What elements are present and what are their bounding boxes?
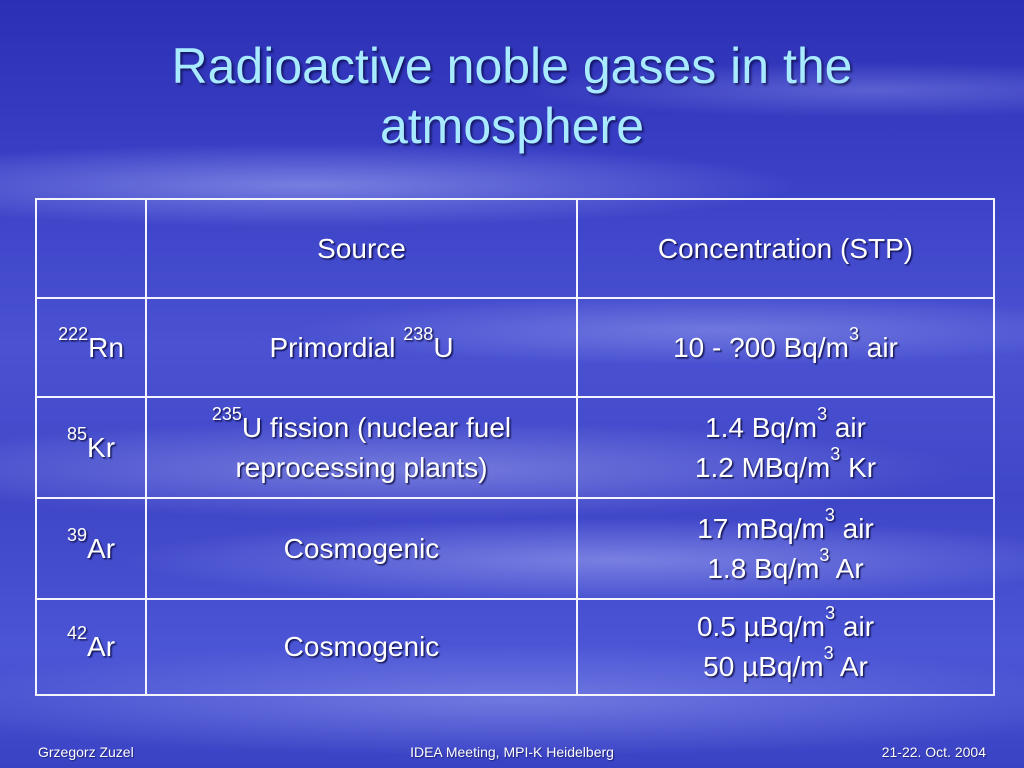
unit-exponent: 3 [824, 504, 835, 525]
mass-number: 42 [66, 623, 88, 643]
source-cell [146, 397, 577, 498]
source-line-1 [153, 403, 570, 448]
mass-number: 85 [66, 423, 88, 444]
concentration-line-2 [584, 643, 987, 687]
concentration-medium: air [858, 331, 898, 363]
source-cell [146, 298, 577, 397]
title-line-2: atmosphere [379, 98, 645, 154]
isotope-cell [36, 298, 146, 397]
source-text: U fission (nuclear fuel [241, 411, 512, 443]
concentration-value: 1.4 Bq/m [705, 411, 818, 443]
footer-date: 21-22. Oct. 2004 [881, 744, 986, 760]
table-row [36, 397, 994, 498]
concentration-line-1 [584, 403, 987, 448]
source-text: Primordial [269, 331, 404, 363]
mass-number: 235 [211, 403, 242, 424]
concentration-medium: air [834, 512, 874, 544]
header-source: Source [146, 199, 577, 298]
concentration-line-1 [584, 603, 987, 647]
table-header-row [36, 199, 994, 298]
unit-exponent: 3 [823, 643, 834, 663]
concentration-medium: air [827, 411, 866, 443]
concentration-line-2 [584, 443, 987, 488]
unit-exponent: 3 [830, 443, 841, 464]
table-row [36, 298, 994, 397]
footer-author: Grzegorz Zuzel [38, 744, 134, 760]
header-concentration: Concentration (STP) [577, 199, 994, 298]
unit-exponent: 3 [819, 544, 830, 565]
source-line-2: reprocessing plants) [235, 451, 488, 483]
unit-exponent: 3 [817, 403, 828, 424]
source-cell: Cosmogenic [146, 498, 577, 599]
source-cell: Cosmogenic [146, 599, 577, 695]
concentration-line-1 [584, 504, 987, 549]
element-symbol: Ar [87, 631, 116, 662]
unit-exponent: 3 [825, 603, 836, 623]
isotope-cell [36, 397, 146, 498]
concentration-value: 10 - ?00 Bq/m [673, 331, 849, 363]
concentration-value: 1.8 Bq/m [707, 552, 820, 584]
mass-number: 39 [66, 524, 88, 545]
footer-event: IDEA Meeting, MPI-K Heidelberg [410, 744, 614, 760]
mass-number: 222 [58, 323, 89, 344]
concentration-medium: air [835, 611, 875, 642]
unit-exponent: 3 [848, 323, 859, 344]
concentration-cell [577, 498, 994, 599]
slide-title [0, 36, 1024, 156]
concentration-value: 1.2 MBq/m [694, 451, 831, 483]
isotope-cell [36, 599, 146, 695]
element-symbol: Kr [87, 431, 116, 463]
concentration-value: 0.5 µBq/m [696, 611, 826, 642]
concentration-medium: Kr [840, 451, 877, 483]
header-isotope-cell [36, 199, 146, 298]
isotope-cell [36, 498, 146, 599]
title-line-1: Radioactive noble gases in the [171, 38, 853, 94]
concentration-cell [577, 298, 994, 397]
table-row [36, 599, 994, 695]
element-symbol: Rn [88, 331, 124, 363]
concentration-medium: Ar [829, 552, 864, 584]
element-symbol: Ar [87, 532, 116, 564]
noble-gas-table [35, 198, 995, 696]
concentration-value: 17 mBq/m [697, 512, 825, 544]
concentration-value: 50 µBq/m [703, 651, 824, 682]
concentration-cell [577, 599, 994, 695]
table-row [36, 498, 994, 599]
concentration-cell [577, 397, 994, 498]
mass-number: 238 [403, 323, 434, 344]
concentration-line-2 [584, 544, 987, 589]
concentration-medium: Ar [833, 651, 868, 682]
element-symbol: U [433, 331, 454, 363]
